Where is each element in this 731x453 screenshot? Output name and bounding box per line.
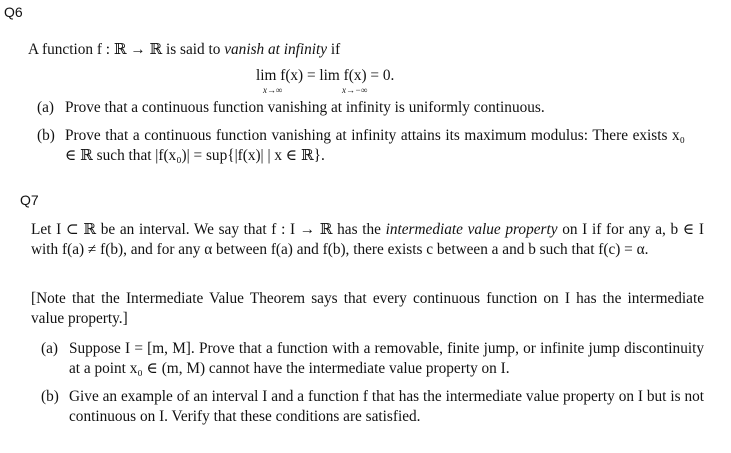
q7-part-a-label: (a) [41,340,58,357]
q6-intro [28,40,708,60]
q6-label: Q6 [4,4,23,20]
q6-part-b-text: Prove that a continuous function vanishing at infinity attains its maximum modulus: There exists x₀ ∈ ℝ such that |f(x₀)| = sup{|f(x)| | x ∈ ℝ}. [65,127,685,164]
q7-part-b-text: Give an example of an interval I and a function f that has the intermediate value property on I but is not continuous on I. Verify that these conditions are satisfied. [69,388,704,425]
q6-equation-sub-plus: x→∞ [263,85,283,95]
q6-intro-text: A function f : ℝ → ℝ is said to [28,41,225,58]
q6-part-a-label: (a) [37,99,54,116]
q7-part-a [41,339,704,379]
q7-part-b-label: (b) [41,388,59,405]
q7-p2-text: [Note that the Intermediate Value Theorem says that every continuous function on I has the intermediate value property.] [31,290,704,327]
q7-paragraph-1 [31,220,704,260]
q7-p1-text: Let I ⊂ ℝ be an interval. We say that f : I → ℝ has the [31,221,386,238]
q6-part-b [37,126,685,166]
q7-p1-text-end: on I if for any a, b ∈ I with f(a) ≠ f(b), and for any α between f(a) and f(b), there exists c between a and b such that f(c) = α. [31,221,704,258]
q6-part-a [37,98,717,118]
q7-label: Q7 [20,192,39,208]
q6-intro-emphasis: vanish at infinity [224,41,328,58]
q7-paragraph-2 [31,289,704,329]
q6-part-a-text: Prove that a continuous function vanishing at infinity is uniformly continuous. [65,99,545,116]
q6-intro-text-end: if [327,41,341,58]
q6-part-b-label: (b) [37,127,55,144]
q6-equation-text: lim f(x) = lim f(x) = 0. [256,67,395,84]
q6-equation-sub-minus: x→−∞ [342,85,368,95]
q7-p1-emphasis: intermediate value property [385,221,558,238]
q7-part-b [41,387,704,427]
q7-part-a-text: Suppose I = [m, M]. Prove that a function with a removable, finite jump, or infinite jump discontinuity at a point x₀ ∈ (m, M) cannot have the intermediate value property on I. [69,340,704,377]
q6-equation [256,66,496,86]
